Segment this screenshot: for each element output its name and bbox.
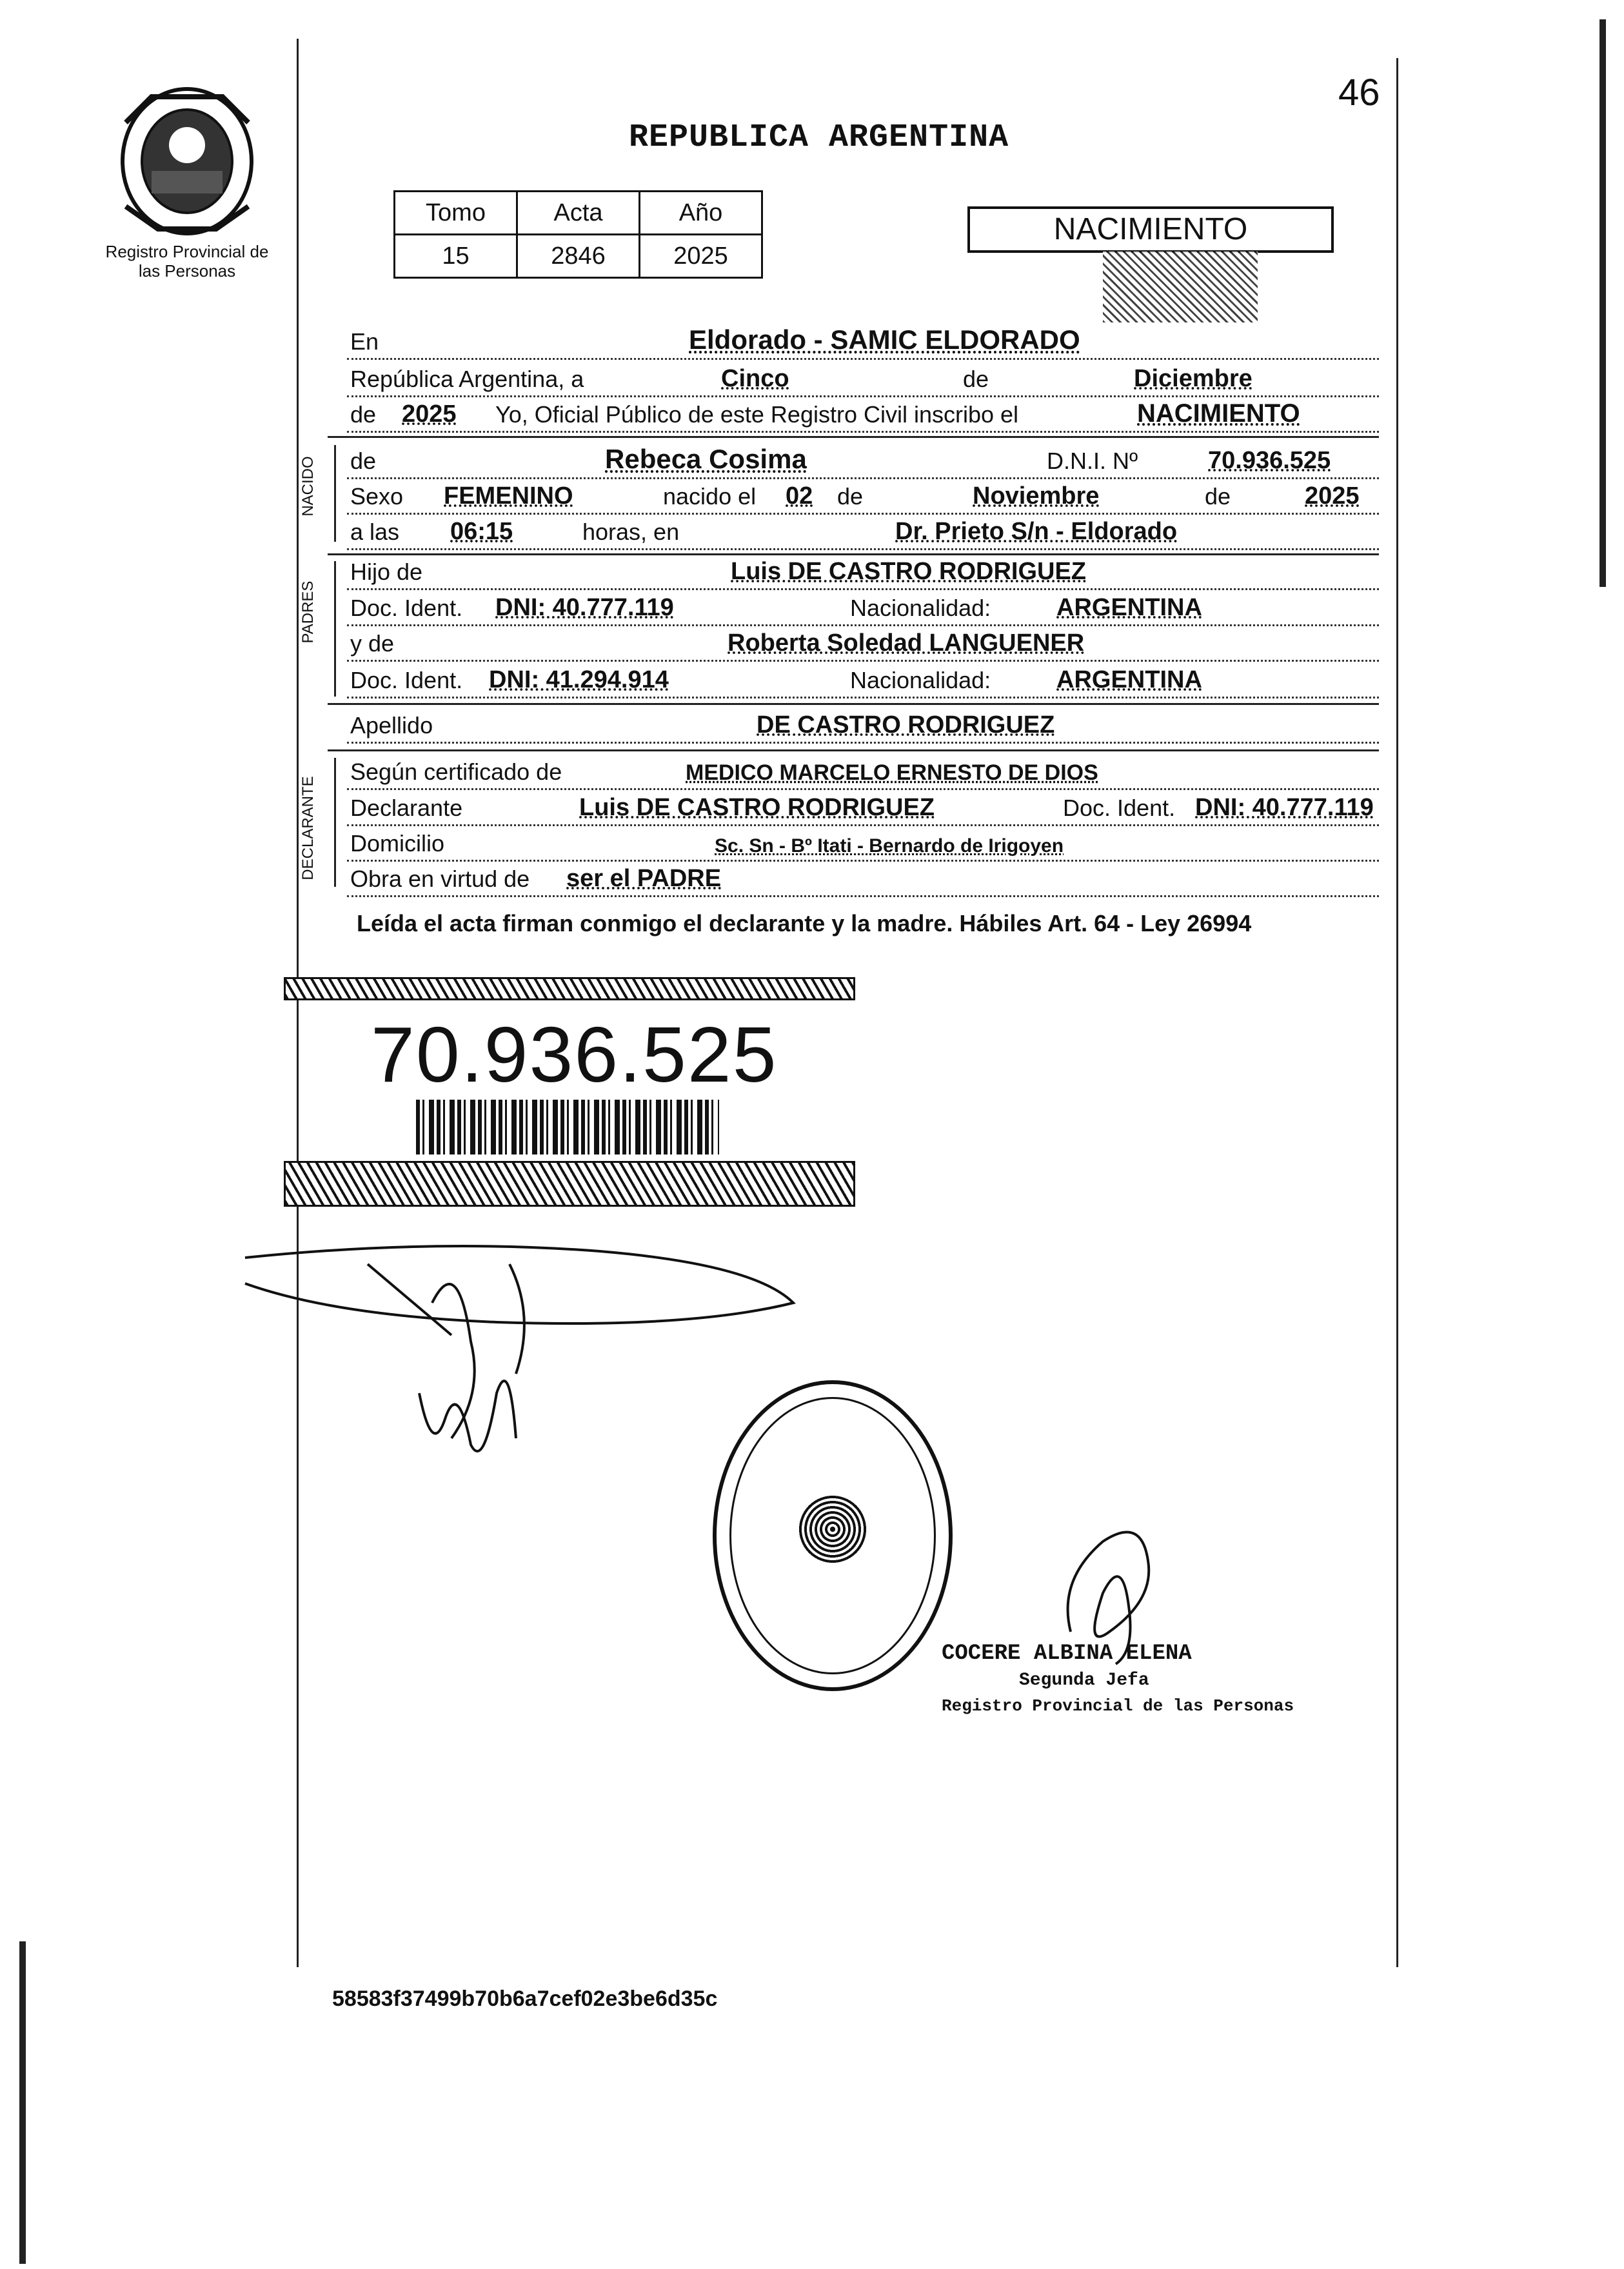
place-row: [347, 326, 1379, 360]
child-name: Rebeca Cosima: [605, 444, 807, 474]
act-type-box: NACIMIENTO: [967, 206, 1334, 253]
de-label: de: [963, 366, 989, 392]
table-cell: 15: [395, 235, 517, 278]
doc-label: Doc. Ident.: [350, 667, 463, 693]
surname-value: DE CASTRO RODRIGUEZ: [757, 711, 1055, 738]
section-bar-declarante: [334, 758, 336, 887]
country-title: REPUBLICA ARGENTINA: [629, 119, 1009, 156]
table-cell: 2025: [640, 235, 762, 278]
time-label: a las: [350, 519, 400, 545]
father-doc: DNI: 40.777.119: [495, 594, 674, 621]
sticker-number: 70.936.525: [371, 1011, 778, 1098]
surname-label: Apellido: [350, 712, 433, 738]
declarant-doc: DNI: 40.777.119: [1195, 794, 1374, 821]
section-label-declarante: DECLARANTE: [299, 776, 317, 880]
declarant-row: [347, 792, 1379, 826]
section-divider: [328, 749, 1379, 751]
obra-value: ser el PADRE: [566, 865, 722, 892]
father-label: Hijo de: [350, 559, 423, 585]
mother-doc-row: [347, 664, 1379, 699]
right-edge-bar: [1599, 19, 1606, 587]
section-divider: [328, 553, 1379, 555]
cert-row: [347, 756, 1379, 790]
birth-place: Dr. Prieto S/n - Eldorado: [895, 518, 1178, 545]
logo-caption: Registro Provincial de las Personas: [105, 242, 269, 281]
table-header: Tomo: [395, 192, 517, 235]
mother-name: Roberta Soledad LANGUENER: [728, 629, 1085, 657]
de-label-5: de: [1205, 483, 1231, 510]
right-margin-line: [1396, 58, 1398, 1967]
table-header: Acta: [517, 192, 640, 235]
date-row: [347, 363, 1379, 397]
section-label-padres: PADRES: [299, 580, 317, 644]
cert-value: MEDICO MARCELO ERNESTO DE DIOS: [686, 760, 1098, 785]
doc-label: Doc. Ident.: [1063, 795, 1176, 821]
de-label-4: de: [837, 483, 864, 510]
registry-table: [393, 190, 763, 279]
address-label: Domicilio: [350, 830, 445, 857]
official-name: COCERE ALBINA ELENA: [942, 1641, 1192, 1666]
born-year: 2025: [1305, 482, 1360, 510]
father-nationality: ARGENTINA: [1056, 594, 1202, 621]
table-cell: 2846: [517, 235, 640, 278]
time-row: [347, 516, 1379, 550]
year-value: 2025: [402, 401, 457, 428]
left-edge-bar: [19, 1941, 26, 2264]
child-dni: 70.936.525: [1208, 447, 1331, 474]
official-seal: [713, 1380, 953, 1691]
page-number: 46: [1338, 72, 1380, 114]
declarant-label: Declarante: [350, 795, 463, 821]
sticker-top-band: [284, 977, 855, 1000]
mother-nationality: ARGENTINA: [1056, 666, 1202, 693]
father-name: Luis DE CASTRO RODRIGUEZ: [731, 558, 1087, 585]
officer-text: Yo, Oficial Público de este Registro Civil inscribo el: [495, 401, 1019, 428]
place-value: Eldorado - SAMIC ELDORADO: [689, 324, 1080, 355]
officer-row: [347, 399, 1379, 433]
section-divider: [328, 703, 1379, 705]
name-row: [347, 445, 1379, 479]
time-value: 06:15: [450, 518, 513, 545]
dni-label: D.N.I. Nº: [1047, 448, 1138, 474]
father-row: [347, 556, 1379, 590]
nationality-label: Nacionalidad:: [850, 667, 991, 693]
mother-doc: DNI: 41.294.914: [489, 666, 669, 693]
nationality-label: Nacionalidad:: [850, 595, 991, 621]
de-label-3: de: [350, 448, 377, 474]
date-label: República Argentina, a: [350, 366, 584, 392]
left-margin-line: [297, 39, 299, 1967]
section-bar-padres: [334, 561, 336, 697]
sex-value: FEMENINO: [444, 482, 573, 510]
born-day: 02: [786, 482, 813, 510]
born-month: Noviembre: [973, 482, 1100, 510]
cert-label: Según certificado de: [350, 758, 562, 785]
father-doc-row: [347, 592, 1379, 626]
address-value: Sc. Sn - Bº Itati - Bernardo de Irigoyen: [715, 835, 1064, 857]
closing-note: Leída el acta firman conmigo el declarante y la madre. Hábiles Art. 64 - Ley 26994: [357, 910, 1252, 936]
official-org: Registro Provincial de las Personas: [942, 1696, 1294, 1716]
address-row: [347, 827, 1379, 862]
barcode: [416, 1100, 719, 1154]
sex-row: [347, 481, 1379, 515]
declarant-name: Luis DE CASTRO RODRIGUEZ: [579, 794, 935, 821]
security-hologram: [1103, 252, 1258, 322]
table-header: Año: [640, 192, 762, 235]
day-value: Cinco: [721, 365, 789, 392]
hours-label: horas, en: [582, 519, 680, 545]
obra-row: [347, 863, 1379, 897]
doc-label: Doc. Ident.: [350, 595, 463, 621]
sex-label: Sexo: [350, 483, 404, 510]
surname-row: [347, 709, 1379, 744]
province-logo: [113, 84, 261, 239]
de-label-2: de: [350, 401, 377, 428]
mother-label: y de: [350, 630, 395, 657]
mother-row: [347, 628, 1379, 662]
official-role: Segunda Jefa: [1019, 1670, 1149, 1690]
registered-value: NACIMIENTO: [1137, 399, 1300, 428]
section-divider: [328, 436, 1379, 438]
obra-label: Obra en virtud de: [350, 866, 530, 892]
place-label: En: [350, 328, 379, 355]
month-value: Diciembre: [1134, 365, 1253, 392]
sticker-bottom-band: [284, 1161, 855, 1207]
section-bar-nacido: [334, 445, 336, 542]
section-label-nacido: NACIDO: [299, 456, 317, 517]
document-hash: 58583f37499b70b6a7cef02e3be6d35c: [332, 1987, 718, 2011]
born-label: nacido el: [663, 483, 757, 510]
